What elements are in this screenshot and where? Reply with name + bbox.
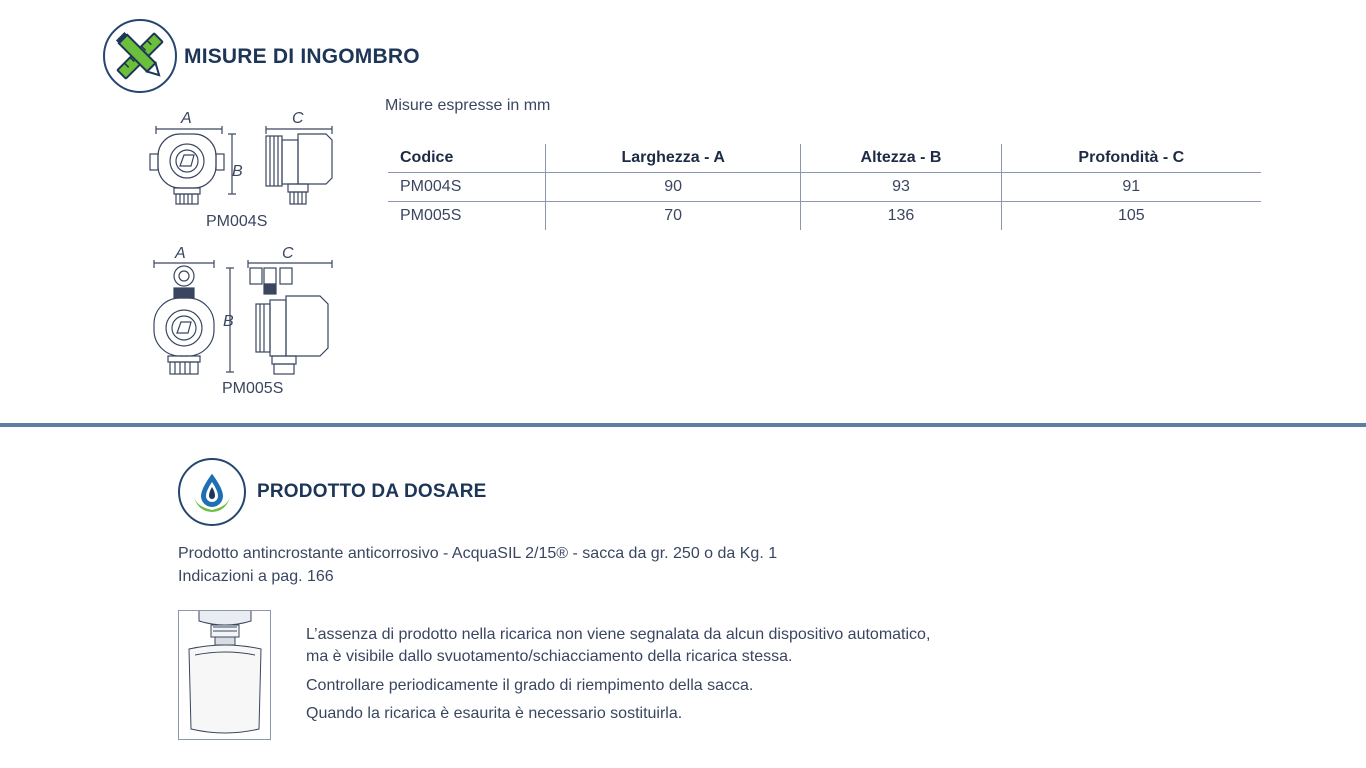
refill-note-3: Controllare periodicamente il grado di riempimento della sacca.	[306, 677, 754, 694]
dimensions-table	[388, 144, 1261, 230]
table-cell: 70	[546, 202, 801, 231]
product-reference: Indicazioni a pag. 166	[178, 568, 334, 585]
section-divider	[0, 423, 1366, 427]
table-header-row	[388, 144, 1261, 173]
table-row	[388, 202, 1261, 231]
dimension-label-b: B	[232, 163, 243, 180]
dimension-label-b: B	[223, 313, 234, 330]
table-cell: PM004S	[388, 173, 546, 202]
refill-note-4: Quando la ricarica è esaurita è necessario sostituirla.	[306, 705, 683, 722]
column-header: Larghezza - A	[546, 144, 801, 173]
table-cell: 90	[546, 173, 801, 202]
dimension-label-c: C	[292, 110, 304, 127]
column-header: Codice	[388, 144, 546, 173]
column-header: Altezza - B	[801, 144, 1001, 173]
device-drawing-pm004s	[148, 126, 338, 212]
table-row	[388, 173, 1261, 202]
product-description: Prodotto antincrostante anticorrosivo - AcquaSIL 2/15® - sacca da gr. 250 o da Kg. 1	[178, 545, 778, 562]
drawing-label-pm004s: PM004S	[206, 213, 268, 230]
ruler-pencil-icon	[103, 19, 177, 93]
refill-bag-illustration	[178, 610, 271, 740]
table-cell: 93	[801, 173, 1001, 202]
table-cell: 105	[1001, 202, 1261, 231]
units-note: Misure espresse in mm	[385, 97, 551, 114]
dimension-label-a: A	[175, 245, 186, 262]
table-cell: PM005S	[400, 207, 462, 224]
table-cell: 136	[801, 202, 1001, 231]
section-title-dimensions: MISURE DI INGOMBRO	[184, 45, 420, 68]
column-header: Profondità - C	[1001, 144, 1261, 173]
water-drop-icon	[178, 458, 246, 526]
dimension-label-c: C	[282, 245, 294, 262]
dimension-label-a: A	[181, 110, 192, 127]
drawing-label-pm005s: PM005S	[222, 380, 284, 397]
refill-note-1: L’assenza di prodotto nella ricarica non viene segnalata da alcun dispositivo automatico,	[306, 626, 931, 643]
device-drawing-pm005s	[148, 260, 338, 380]
section-title-product: PRODOTTO DA DOSARE	[257, 481, 487, 502]
refill-note-2: ma è visibile dallo svuotamento/schiacciamento della ricarica stessa.	[306, 648, 793, 665]
table-cell: 91	[1001, 173, 1261, 202]
